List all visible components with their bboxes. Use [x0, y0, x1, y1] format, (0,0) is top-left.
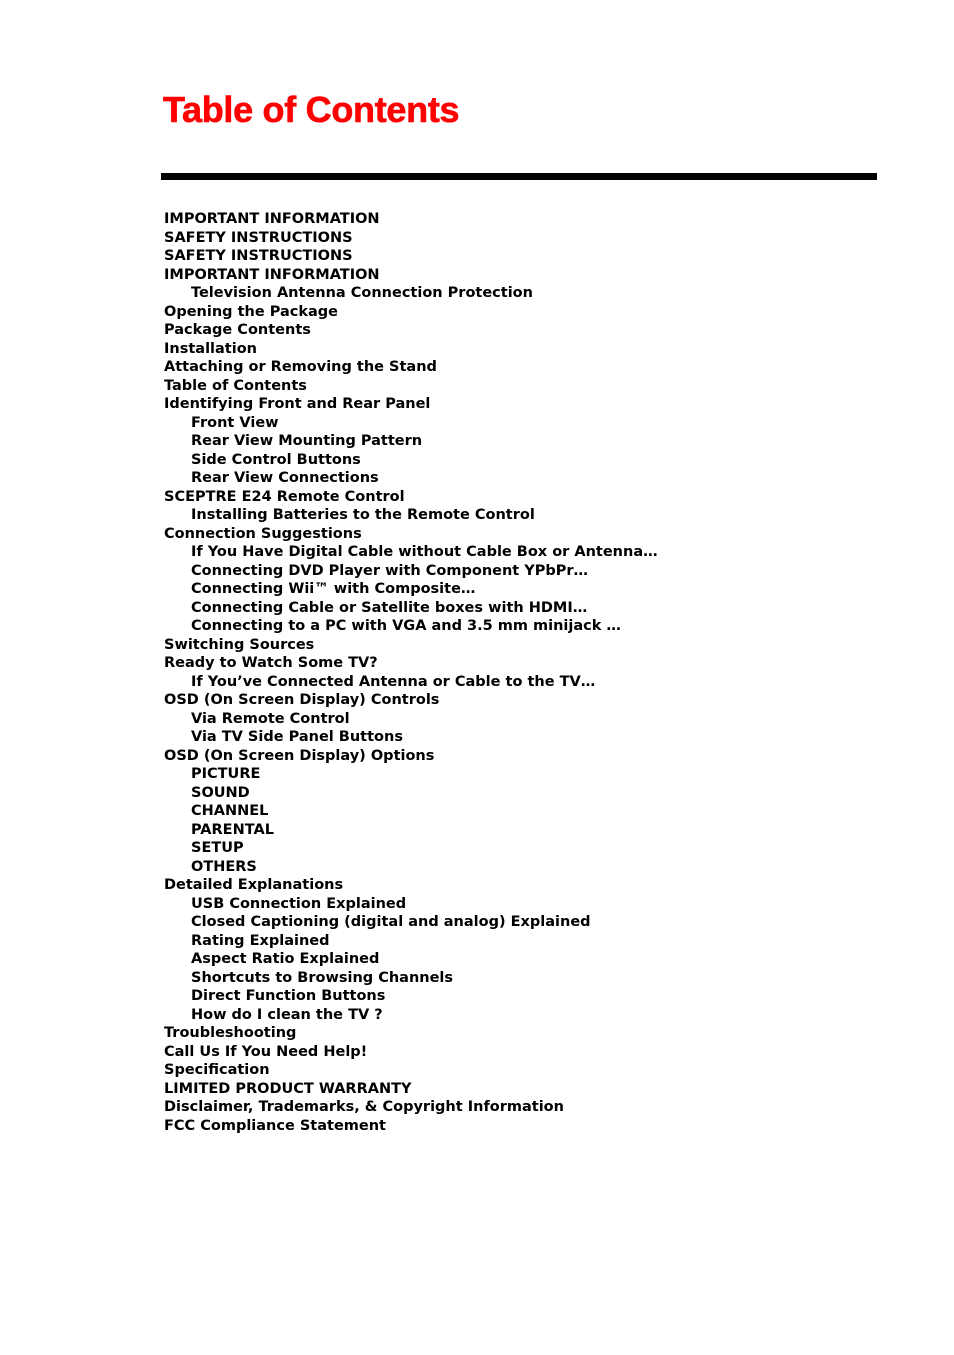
- toc-subentry[interactable]: Aspect Ratio Explained: [191, 951, 380, 967]
- toc-entry[interactable]: Package Contents: [164, 322, 311, 338]
- toc-subentry[interactable]: PICTURE: [191, 766, 261, 782]
- toc-entry[interactable]: SAFETY INSTRUCTIONS: [164, 248, 353, 264]
- toc-subentry[interactable]: CHANNEL: [191, 803, 269, 819]
- toc-entry[interactable]: SCEPTRE E24 Remote Control: [164, 488, 405, 505]
- toc-entry[interactable]: Identifying Front and Rear Panel: [164, 396, 431, 412]
- toc-entry[interactable]: LIMITED PRODUCT WARRANTY: [164, 1080, 412, 1097]
- toc-subentry[interactable]: PARENTAL: [191, 821, 274, 838]
- toc-subentry[interactable]: Closed Captioning (digital and analog) Explained: [191, 914, 591, 930]
- toc-entry[interactable]: OSD (On Screen Display) Options: [164, 747, 435, 764]
- toc-subentry[interactable]: Via TV Side Panel Buttons: [191, 729, 403, 745]
- toc-entry[interactable]: Connection Suggestions: [164, 525, 362, 542]
- toc-subentry[interactable]: Connecting Wii™ with Composite…: [191, 581, 476, 597]
- toc-entry[interactable]: Attaching or Removing the Stand: [164, 359, 437, 375]
- toc-subentry[interactable]: If You’ve Connected Antenna or Cable to the TV…: [191, 673, 596, 690]
- toc-entry[interactable]: Disclaimer, Trademarks, & Copyright Information: [164, 1099, 564, 1115]
- toc-subentry[interactable]: SOUND: [191, 784, 250, 801]
- toc-subentry[interactable]: Rear View Connections: [191, 470, 379, 486]
- toc-subentry[interactable]: USB Connection Explained: [191, 895, 407, 912]
- toc-subentry[interactable]: Connecting DVD Player with Component YPbPr…: [191, 562, 589, 579]
- toc-entry[interactable]: Detailed Explanations: [164, 877, 344, 893]
- toc-entry[interactable]: FCC Compliance Statement: [164, 1117, 386, 1134]
- toc-subentry[interactable]: Via Remote Control: [191, 710, 350, 727]
- toc-subentry[interactable]: Side Control Buttons: [191, 451, 361, 468]
- toc-entry[interactable]: IMPORTANT INFORMATION: [164, 211, 380, 227]
- toc-entry[interactable]: Troubleshooting: [164, 1025, 297, 1041]
- toc-entry[interactable]: Opening the Package: [164, 303, 338, 320]
- toc-entry[interactable]: OSD (On Screen Display) Controls: [164, 692, 440, 708]
- toc-subentry[interactable]: SETUP: [191, 840, 244, 856]
- toc-entry[interactable]: SAFETY INSTRUCTIONS: [164, 229, 353, 246]
- toc-subentry[interactable]: Rating Explained: [191, 932, 330, 949]
- toc-subentry[interactable]: Rear View Mounting Pattern: [191, 433, 423, 449]
- toc-entry[interactable]: Switching Sources: [164, 636, 315, 653]
- toc-subentry[interactable]: If You Have Digital Cable without Cable Box or Antenna…: [191, 544, 658, 560]
- toc-subentry[interactable]: OTHERS: [191, 858, 257, 875]
- toc-subentry[interactable]: Shortcuts to Browsing Channels: [191, 969, 454, 986]
- toc-entry[interactable]: Call Us If You Need Help!: [164, 1043, 368, 1060]
- toc-subentry[interactable]: Direct Function Buttons: [191, 988, 386, 1004]
- toc-entry[interactable]: Specification: [164, 1062, 270, 1078]
- toc-subentry[interactable]: Connecting Cable or Satellite boxes with HDMI…: [191, 599, 588, 616]
- toc-subentry[interactable]: Installing Batteries to the Remote Control: [191, 507, 535, 523]
- toc-subentry[interactable]: How do I clean the TV ?: [191, 1006, 383, 1023]
- page-title: Table of Contents: [163, 89, 460, 130]
- toc-list: [164, 210, 658, 1135]
- toc-subentry[interactable]: Front View: [191, 414, 279, 431]
- toc-entry[interactable]: Ready to Watch Some TV?: [164, 655, 378, 671]
- toc-subentry[interactable]: Television Antenna Connection Protection: [191, 285, 533, 301]
- toc-entry[interactable]: IMPORTANT INFORMATION: [164, 266, 380, 283]
- toc-entry[interactable]: Table of Contents: [164, 377, 307, 394]
- toc-entry[interactable]: Installation: [164, 340, 257, 357]
- toc-subentry[interactable]: Connecting to a PC with VGA and 3.5 mm minijack …: [191, 618, 621, 634]
- title-divider: [161, 173, 877, 180]
